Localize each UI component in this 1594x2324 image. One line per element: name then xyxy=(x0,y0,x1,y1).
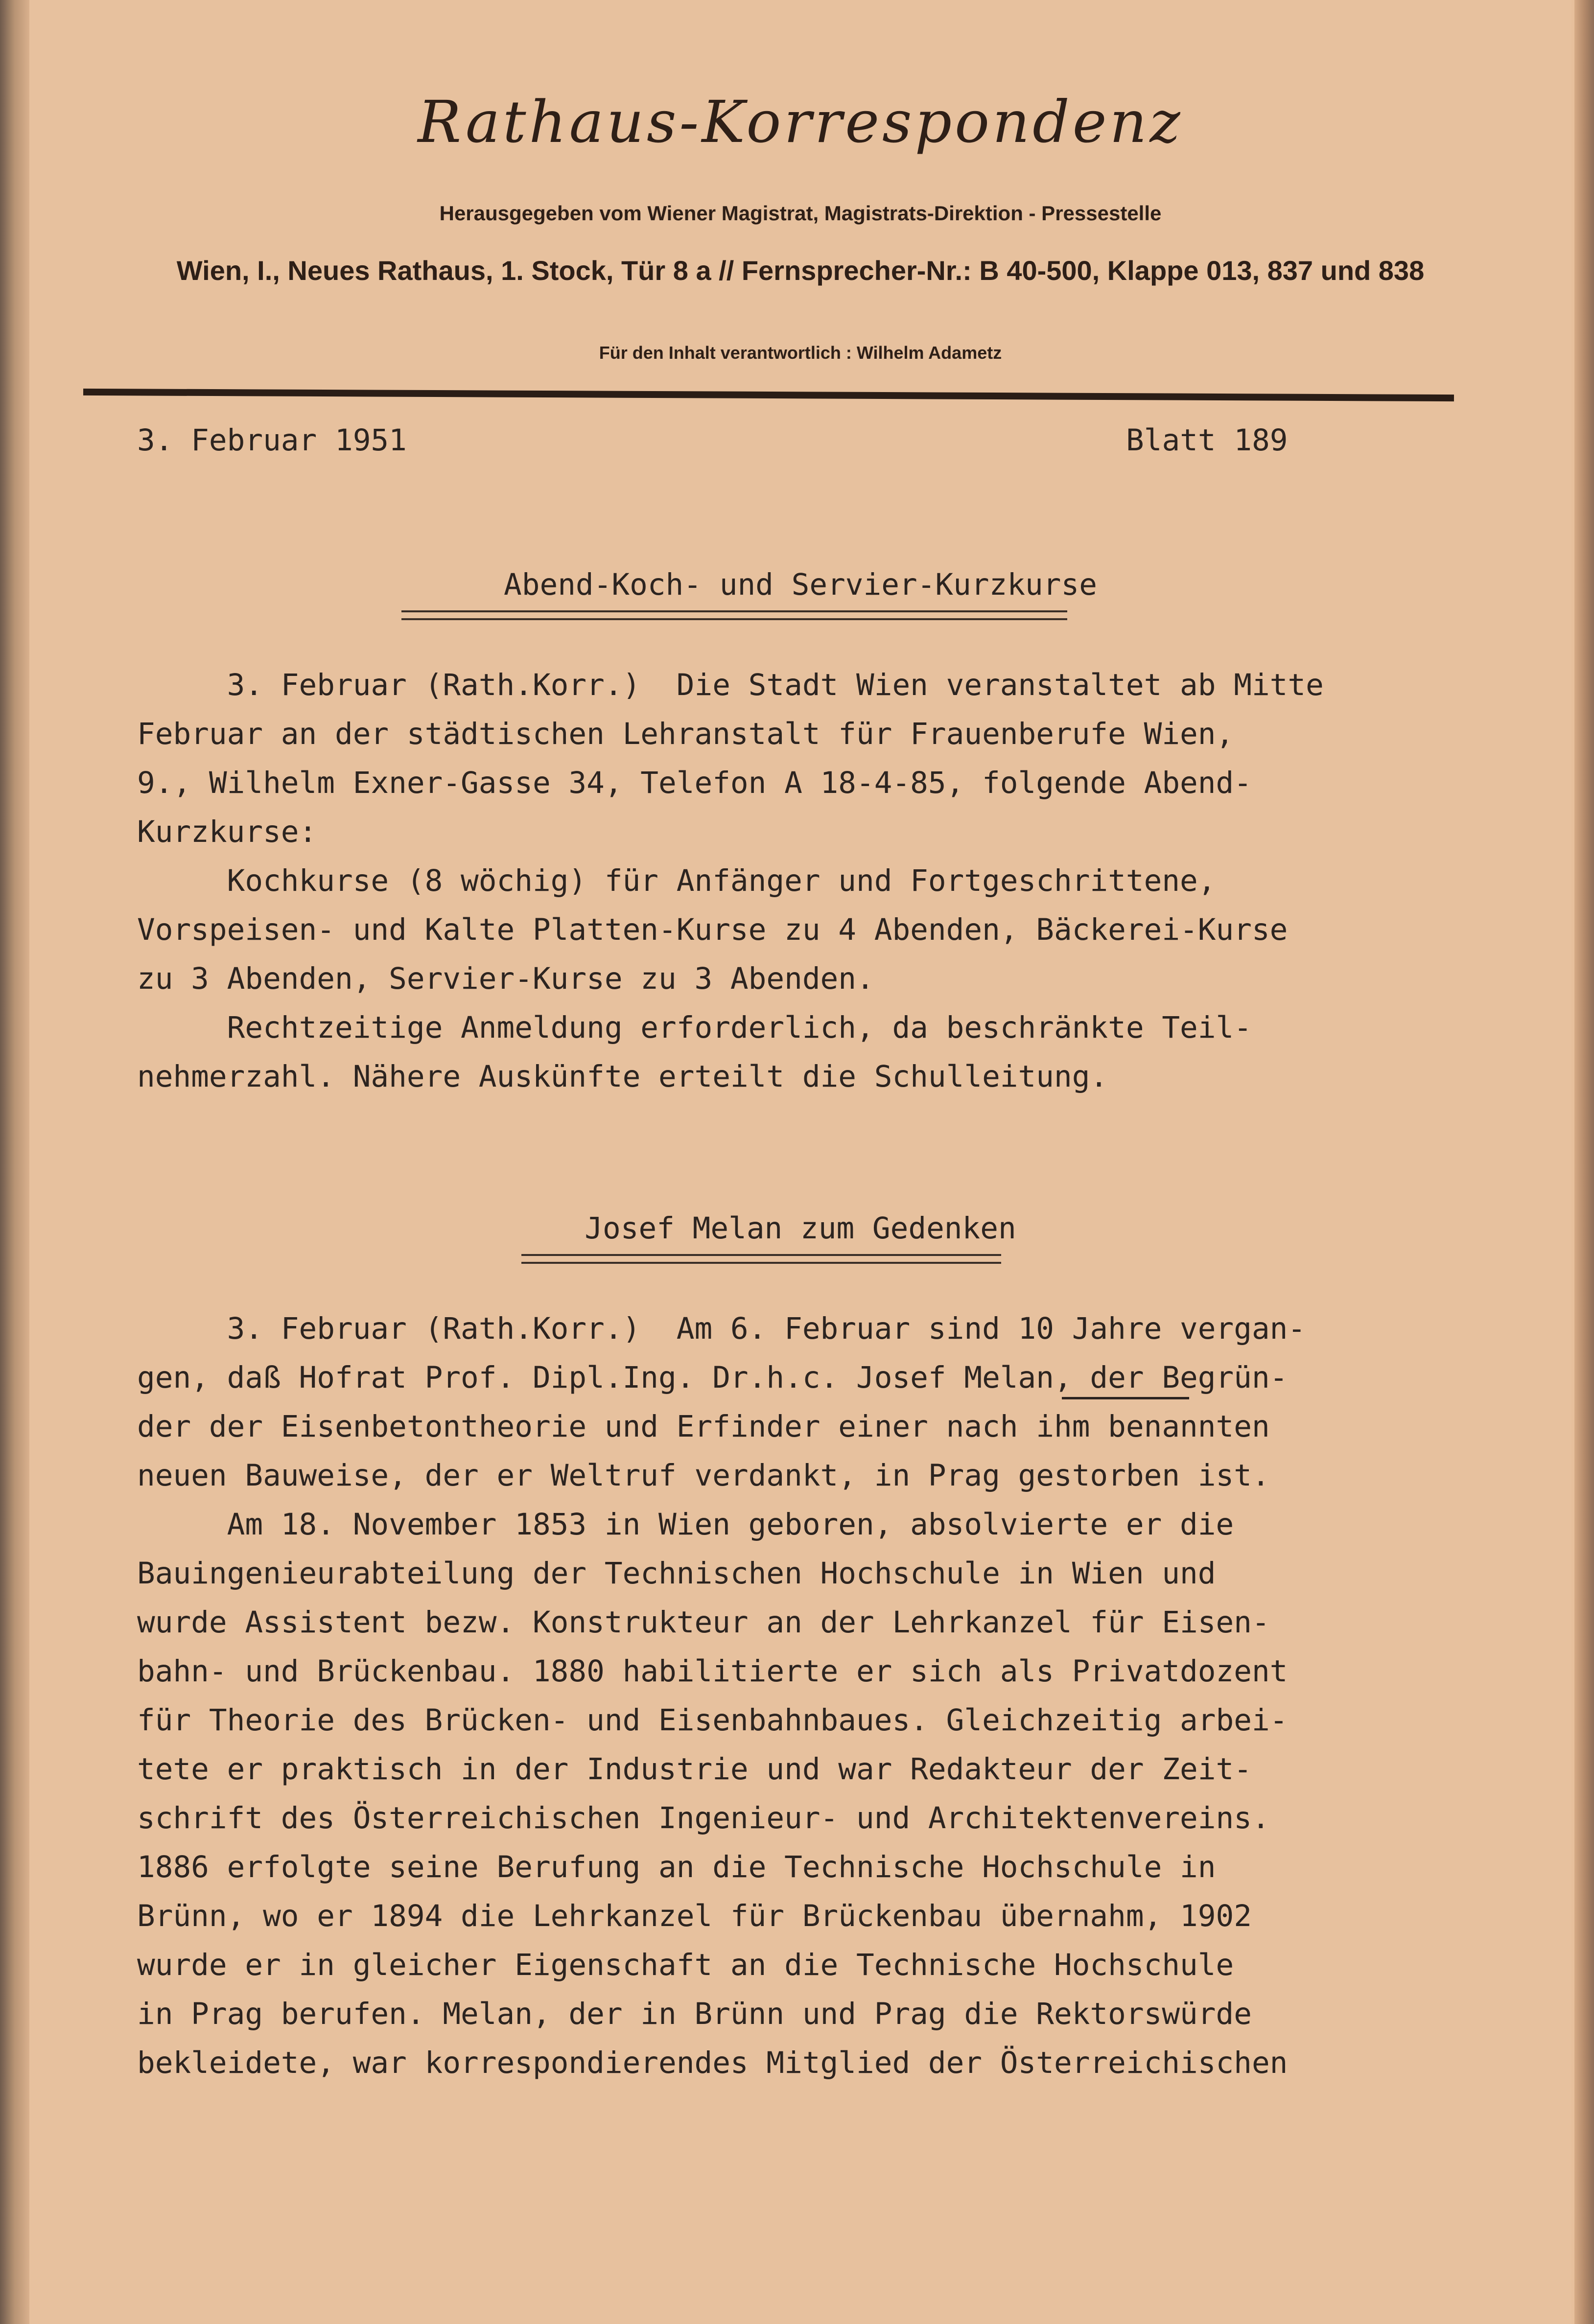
heading-underline xyxy=(401,610,1067,620)
article-heading: Abend-Koch- und Servier-Kurzkurse xyxy=(504,567,1097,602)
issue-date: 3. Februar 1951 xyxy=(137,423,407,458)
article-body: 3. Februar (Rath.Korr.) Am 6. Februar sind 10 Jahre vergan- gen, daß Hofrat Prof. Dipl.Ing. Dr.h.c. Josef Melan, der Begrün- der der Eisenbetontheorie und Erfinder einer nach ihm benannten neuen Bauweise, der er Weltruf verdankt, in Prag gestorben ist. Am 18. November 1853 in Wien geboren, absolvierte er die Bauingenieurabteilung der Technischen Hochschule in Wien und wurde Assistent bezw. Konstrukteur an der Lehrkanzel für Eisen- bahn- und Brückenbau. 1880 habilitierte er sich als Privatdozent für Theorie des Brücken- und Eisenbahnbaues. Gleichzeitig arbei- tete er praktisch in der Industrie und war Redakteur der Zeit- schrift des Österreichischen Ingenieur- und Architektenvereins. 1886 erfolgte seine Berufung an die Technische Hochschule in Brünn, wo er 1894 die Lehrkanzel für Brückenbau übernahm, 1902 wurde er in gleicher Eigenschaft an die Technische Hochschule in Prag berufen. Melan, der in Brünn und Prag die Rektorswürde bekleidete, war korrespondierendes Mitglied der Österreichischen xyxy=(137,1311,1306,2080)
masthead-rule xyxy=(83,389,1454,401)
masthead-title: Rathaus-Korrespondenz xyxy=(418,88,1183,156)
article-body: 3. Februar (Rath.Korr.) Die Stadt Wien veranstaltet ab Mitte Februar an der städtischen Lehranstalt für Frauenberufe Wien, 9., Wilhelm Exner-Gasse 34, Telefon A 18-4-85, folgende Abend- Kurzkurse: Kochkurse (8 wöchig) für Anfänger und Fortgeschrittene, Vorspeisen- und Kalte Platten-Kurse zu 4 Abenden, Bäckerei-Kurse zu 3 Abenden, Servier-Kurse zu 3 Abenden. Rechtzeitige Anmeldung erforderlich, da beschränkte Teil- nehmerzahl. Nähere Auskünfte erteilt die Schulleitung. xyxy=(137,668,1324,1094)
name-underline xyxy=(1062,1397,1189,1399)
sheet-number: Blatt 189 xyxy=(1126,423,1288,458)
publisher-line: Herausgegeben vom Wiener Magistrat, Magistrats-Direktion - Pressestelle xyxy=(439,202,1162,225)
responsible-line: Für den Inhalt verantwortlich : Wilhelm Adametz xyxy=(599,343,1002,363)
heading-underline xyxy=(521,1254,1001,1264)
address-line: Wien, I., Neues Rathaus, 1. Stock, Tür 8 a // Fernsprecher-Nr.: B 40-500, Klappe 013, 837 und 838 xyxy=(176,255,1425,286)
sheet-edge xyxy=(1574,0,1594,2324)
article-heading: Josef Melan zum Gedenken xyxy=(585,1211,1016,1246)
binding-edge xyxy=(0,0,29,2324)
paper-sheet xyxy=(29,0,1571,2324)
